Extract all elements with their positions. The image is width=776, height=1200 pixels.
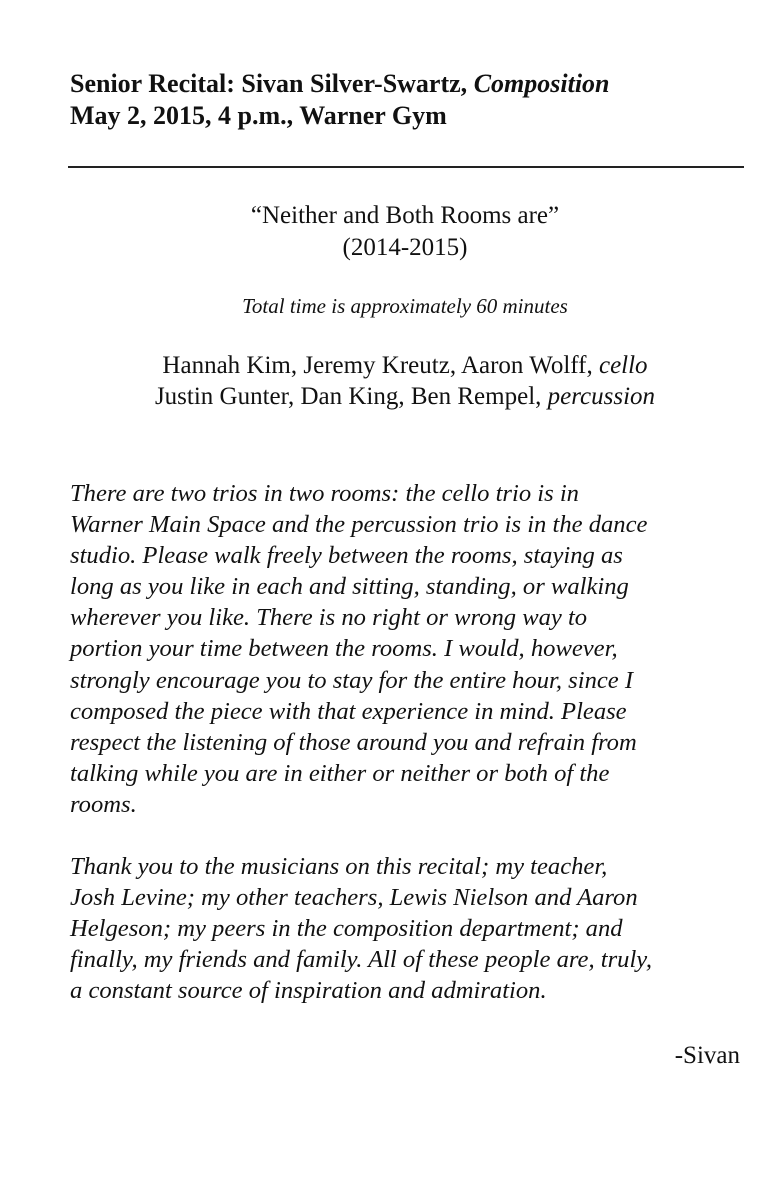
horizontal-divider: [68, 166, 744, 168]
recital-role: Composition: [473, 69, 610, 98]
note-line: talking while you are in either or neither or both of the: [70, 759, 610, 787]
note-line: respect the listening of those around you and refrain from: [70, 728, 637, 756]
signature: -Sivan: [674, 1042, 740, 1069]
note-line: a constant source of inspiration and admiration.: [70, 977, 547, 1005]
performer-row-percussion: [40, 381, 770, 412]
performer-row-cello: [40, 350, 770, 381]
note-line: strongly encourage you to stay for the entire hour, since I: [70, 666, 634, 694]
note-line: long as you like in each and sitting, standing, or walking: [70, 573, 629, 601]
performer-names: Hannah Kim, Jeremy Kreutz, Aaron Wolff,: [162, 352, 599, 379]
note-line: Josh Levine; my other teachers, Lewis Nielson and Aaron: [70, 884, 638, 912]
recital-title: Senior Recital: Sivan Silver-Swartz,: [70, 69, 474, 98]
performer-names: Justin Gunter, Dan King, Ben Rempel,: [154, 383, 548, 410]
note-line: Thank you to the musicians on this recital; my teacher,: [70, 853, 608, 880]
piece-duration: Total time is approximately 60 minutes: [242, 294, 568, 318]
note-line: There are two trios in two rooms: the cello trio is in: [70, 480, 579, 507]
program-note-paragraph: [70, 478, 746, 820]
performer-instrument: percussion: [547, 383, 656, 410]
note-line: Warner Main Space and the percussion trio is in the dance: [70, 511, 648, 539]
recital-date-location: May 2, 2015, 4 p.m., Warner Gym: [70, 101, 447, 130]
performers-list: [40, 350, 770, 412]
acknowledgements-paragraph: [70, 851, 746, 1006]
note-line: studio. Please walk freely between the rooms, staying as: [70, 542, 623, 570]
recital-title-line: [70, 68, 750, 100]
performer-instrument: cello: [598, 352, 648, 379]
note-line: Helgeson; my peers in the composition department; and: [70, 915, 623, 943]
piece-years: (2014-2015): [342, 234, 468, 261]
note-line: portion your time between the rooms. I would, however,: [70, 635, 618, 663]
note-line: wherever you like. There is no right or wrong way to: [70, 604, 588, 632]
piece-title-block: [40, 200, 770, 264]
note-line: composed the piece with that experience in mind. Please: [70, 697, 627, 725]
note-line: finally, my friends and family. All of these people are, truly,: [70, 946, 652, 974]
piece-title: “Neither and Both Rooms are”: [250, 202, 560, 229]
note-line: rooms.: [70, 790, 137, 818]
recital-header: [70, 68, 750, 132]
